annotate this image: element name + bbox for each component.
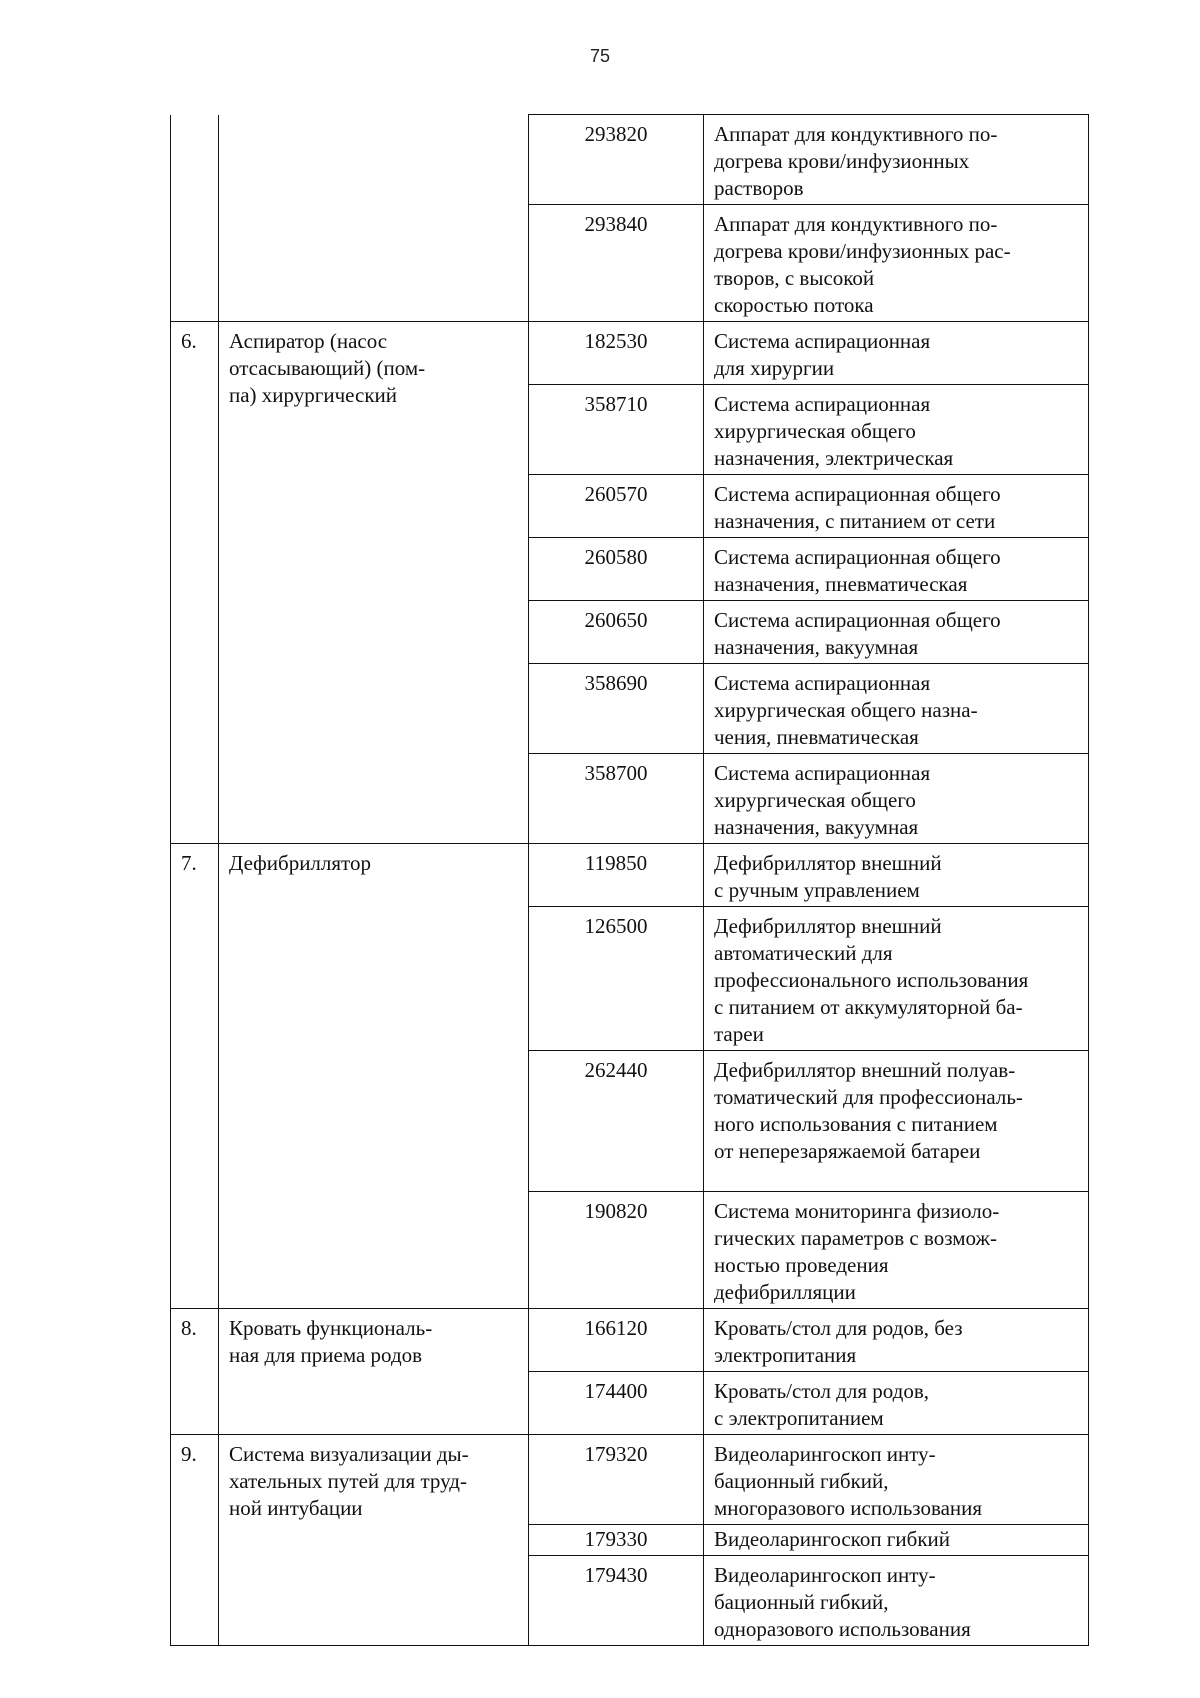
code-cell: 190820 xyxy=(529,1192,704,1309)
equipment-name-line: Кровать функциональ- xyxy=(229,1316,433,1340)
equipment-name-line: хательных путей для труд- xyxy=(229,1469,467,1493)
item-name-line: томатический для профессиональ- xyxy=(714,1085,1023,1109)
code-cell: 260650 xyxy=(529,601,704,664)
page-number: 75 xyxy=(589,46,611,66)
code-cell: 166120 xyxy=(529,1309,704,1372)
code-cell: 358710 xyxy=(529,385,704,475)
equipment-name-cell xyxy=(219,1309,529,1435)
equipment-name-cell xyxy=(219,1435,529,1646)
code-cell: 293840 xyxy=(529,205,704,322)
item-name-cell xyxy=(704,1556,1089,1646)
item-name-line: одноразового использования xyxy=(714,1617,971,1641)
code-cell: 182530 xyxy=(529,322,704,385)
item-name-line: назначения, пневматическая xyxy=(714,572,968,596)
item-name-line: Видеоларингоскоп инту- xyxy=(714,1442,936,1466)
code-cell: 179320 xyxy=(529,1435,704,1525)
item-name-line: назначения, электрическая xyxy=(714,446,954,470)
code-cell: 260580 xyxy=(529,538,704,601)
item-name-cell xyxy=(704,601,1089,664)
item-name-line: назначения, с питанием от сети xyxy=(714,509,996,533)
equipment-name-cell xyxy=(219,115,529,322)
code-cell: 260570 xyxy=(529,475,704,538)
item-name-cell xyxy=(704,1435,1089,1525)
item-name-cell xyxy=(704,538,1089,601)
code-cell: 179330 xyxy=(529,1525,704,1556)
item-name-line: назначения, вакуумная xyxy=(714,635,919,659)
item-name-cell xyxy=(704,475,1089,538)
table-row xyxy=(171,1435,1089,1525)
row-number-cell xyxy=(171,115,219,322)
item-name-cell xyxy=(704,1309,1089,1372)
item-name-cell xyxy=(704,844,1089,907)
code-cell: 358700 xyxy=(529,754,704,844)
item-name-line: Система аспирационная общего xyxy=(714,482,1001,506)
item-name-line: автоматический для xyxy=(714,941,893,965)
item-name-line: Аппарат для кондуктивного по- xyxy=(714,212,998,236)
item-name-line: догрева крови/инфузионных рас- xyxy=(714,239,1011,263)
item-name-cell xyxy=(704,115,1089,205)
table-row xyxy=(171,322,1089,385)
equipment-name-line: Дефибриллятор xyxy=(229,851,371,875)
item-name-cell xyxy=(704,1051,1089,1192)
item-name-line: хирургическая общего xyxy=(714,788,916,812)
item-name-line: назначения, вакуумная xyxy=(714,815,919,839)
item-name-line: ного использования с питанием xyxy=(714,1112,998,1136)
item-name-line: хирургическая общего xyxy=(714,419,916,443)
item-name-line: Система мониторинга физиоло- xyxy=(714,1199,1000,1223)
item-name-cell xyxy=(704,1192,1089,1309)
equipment-name-line: Система визуализации ды- xyxy=(229,1442,469,1466)
item-name-cell xyxy=(704,1372,1089,1435)
item-name-line: с электропитанием xyxy=(714,1406,884,1430)
item-name-line: гических параметров с возмож- xyxy=(714,1226,997,1250)
item-name-line: Система аспирационная xyxy=(714,671,931,695)
code-cell: 179430 xyxy=(529,1556,704,1646)
item-name-line: хирургическая общего назна- xyxy=(714,698,978,722)
item-name-line: скоростью потока xyxy=(714,293,874,317)
row-number-cell: 9. xyxy=(171,1435,219,1646)
row-number-cell: 7. xyxy=(171,844,219,1309)
code-cell: 293820 xyxy=(529,115,704,205)
equipment-name-line: па) хирургический xyxy=(229,383,398,407)
item-name-line: Дефибриллятор внешний xyxy=(714,851,942,875)
item-name-line: Кровать/стол для родов, xyxy=(714,1379,930,1403)
equipment-table xyxy=(170,114,1089,1646)
item-name-line: ностью проведения xyxy=(714,1253,889,1277)
table-row xyxy=(171,844,1089,907)
item-name-line: с ручным управлением xyxy=(714,878,920,902)
code-cell: 174400 xyxy=(529,1372,704,1435)
item-name-line: тареи xyxy=(714,1022,764,1046)
table-row xyxy=(171,115,1089,205)
item-name-line: Система аспирационная xyxy=(714,329,931,353)
item-name-line: бационный гибкий, xyxy=(714,1469,889,1493)
item-name-line: Система аспирационная xyxy=(714,392,931,416)
item-name-line: Система аспирационная общего xyxy=(714,545,1001,569)
item-name-line: с питанием от аккумуляторной ба- xyxy=(714,995,1023,1019)
item-name-cell xyxy=(704,205,1089,322)
equipment-name-cell xyxy=(219,322,529,844)
item-name-cell xyxy=(704,322,1089,385)
row-number-cell: 6. xyxy=(171,322,219,844)
equipment-name-cell xyxy=(219,844,529,1309)
item-name-line: Система аспирационная общего xyxy=(714,608,1001,632)
equipment-name-line: ной интубации xyxy=(229,1496,363,1520)
equipment-name-line: ная для приема родов xyxy=(229,1343,423,1367)
item-name-line: чения, пневматическая xyxy=(714,725,919,749)
item-name-cell xyxy=(704,1525,1089,1556)
item-name-line: бационный гибкий, xyxy=(714,1590,889,1614)
item-name-line: Дефибриллятор внешний полуав- xyxy=(714,1058,1016,1082)
item-name-cell xyxy=(704,754,1089,844)
item-name-line: дефибрилляции xyxy=(714,1280,856,1304)
code-cell: 358690 xyxy=(529,664,704,754)
code-cell: 262440 xyxy=(529,1051,704,1192)
equipment-name-line: отсасывающий) (пом- xyxy=(229,356,426,380)
item-name-line: Кровать/стол для родов, без xyxy=(714,1316,963,1340)
item-name-line: Система аспирационная xyxy=(714,761,931,785)
item-name-line: Дефибриллятор внешний xyxy=(714,914,942,938)
table-row xyxy=(171,1309,1089,1372)
item-name-line: растворов xyxy=(714,176,804,200)
code-cell: 126500 xyxy=(529,907,704,1051)
item-name-cell xyxy=(704,385,1089,475)
item-name-line: для хирургии xyxy=(714,356,835,380)
item-name-line: от неперезаряжаемой батареи xyxy=(714,1139,981,1163)
row-number-cell: 8. xyxy=(171,1309,219,1435)
equipment-name-line: Аспиратор (насос xyxy=(229,329,388,353)
item-name-cell xyxy=(704,907,1089,1051)
item-name-line: многоразового использования xyxy=(714,1496,983,1520)
item-name-line: Аппарат для кондуктивного по- xyxy=(714,122,998,146)
code-cell: 119850 xyxy=(529,844,704,907)
item-name-cell xyxy=(704,664,1089,754)
item-name-line: электропитания xyxy=(714,1343,857,1367)
item-name-line: Видеоларингоскоп инту- xyxy=(714,1563,936,1587)
item-name-line: профессионального использования xyxy=(714,968,1029,992)
item-name-line: догрева крови/инфузионных xyxy=(714,149,970,173)
item-name-line: творов, с высокой xyxy=(714,266,875,290)
item-name-line: Видеоларингоскоп гибкий xyxy=(714,1527,951,1551)
